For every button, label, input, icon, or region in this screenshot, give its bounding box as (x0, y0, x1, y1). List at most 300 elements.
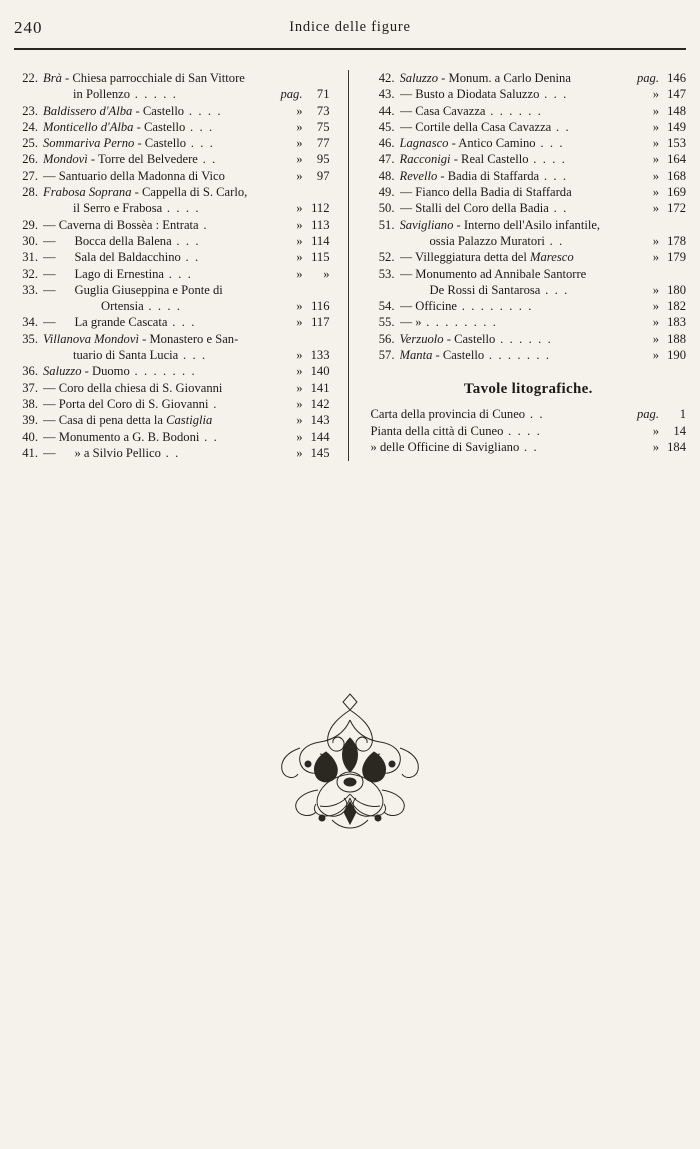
entry-text: De Rossi di Santarosa (429, 282, 541, 297)
entry-title (43, 429, 277, 445)
entry-title: Pianta della città di Cuneo . . . . (370, 423, 542, 438)
page-number-value: 145 (310, 445, 330, 460)
entry-text: - Real Castello (450, 152, 529, 167)
page-marker: » (652, 87, 659, 102)
entry-text: — Villeggiatura detta del (399, 250, 531, 265)
page-number-value: 179 (667, 250, 686, 265)
entry-title (400, 168, 634, 184)
page-number-value: 112 (311, 201, 330, 216)
page-marker: » (652, 299, 659, 314)
entry-text: - Duomo (81, 364, 130, 379)
entry-place-name: Saluzzo (43, 364, 82, 379)
index-entry (371, 86, 687, 102)
leader-dots: . . (180, 250, 200, 265)
page-number-value: 180 (667, 282, 686, 297)
entry-place-name: Racconigi (399, 152, 451, 167)
entry-text: — Caverna di Bossèa : Entrata (43, 217, 199, 232)
page-number-value: 178 (667, 233, 686, 248)
page-marker: » (652, 152, 659, 167)
entry-text: tuario di Santa Lucia (73, 348, 179, 363)
index-columns (14, 70, 686, 461)
index-entry (14, 135, 330, 151)
page-number-value: 75 (316, 119, 330, 134)
index-entry (371, 135, 687, 151)
entry-text: il Serro e Frabosa (73, 201, 163, 216)
entry-text: — Coro della chiesa di S. Giovanni (43, 380, 223, 395)
entry-title (43, 396, 277, 412)
entry-text: - Interno dell'Asilo infantile, (453, 217, 601, 232)
leader-dots: . . . . . . (495, 331, 553, 346)
index-entry (14, 119, 330, 135)
entry-place-name: Mondovì (43, 152, 88, 167)
entry-title (43, 103, 277, 119)
entry-number: 37. (22, 380, 38, 395)
entry-title (43, 266, 277, 282)
page-number-value: 141 (310, 380, 330, 395)
entry-title (43, 363, 277, 379)
page-marker: » (652, 282, 659, 297)
entry-text: — Cortile della Casa Cavazza (399, 119, 552, 134)
page-number-value: 142 (310, 396, 330, 411)
entry-text: — Sala del Baldacchino (43, 250, 181, 265)
index-entry (14, 429, 330, 445)
entry-number: 23. (22, 103, 38, 118)
index-entry (14, 249, 330, 265)
index-entry (14, 363, 330, 379)
entry-text: - Badia di Staffarda (437, 168, 540, 183)
entry-title (400, 331, 634, 347)
entry-place-name: Verzuolo (399, 331, 444, 346)
entry-title (43, 151, 277, 167)
leader-dots: . . . . . (130, 87, 178, 102)
entry-italic-suffix: Castiglia (166, 413, 213, 428)
index-entry (371, 103, 687, 119)
index-entry (14, 233, 330, 249)
leader-dots: . . (551, 119, 571, 134)
page-marker: » (652, 348, 659, 363)
page-marker: » (652, 103, 659, 118)
entry-place-name: Baldissero d'Alba (43, 103, 133, 118)
page-marker: » (652, 233, 659, 248)
page-marker: » (296, 413, 303, 428)
index-entry (371, 249, 687, 265)
entry-text: — Fianco della Badia di Staffarda (399, 185, 572, 200)
entry-text: — La grande Cascata (43, 315, 168, 330)
entry-title (43, 445, 277, 461)
entry-title: » delle Officine di Savigliano . . (370, 439, 539, 454)
page-marker: pag. (636, 71, 659, 85)
index-entry (14, 200, 330, 216)
leader-dots: . (198, 217, 209, 232)
page-marker: » (652, 185, 659, 200)
entry-place-name: Villanova Mondovì (43, 331, 139, 346)
index-entry (14, 396, 330, 412)
page-number-value: 172 (667, 201, 686, 216)
entry-number: 38. (22, 396, 38, 411)
left-column (14, 70, 340, 461)
page-number-value: 149 (667, 119, 686, 134)
entry-text: — Porta del Coro di S. Giovanni (43, 396, 209, 411)
entry-title (400, 200, 634, 216)
entry-place-name: Monticello d'Alba (43, 119, 134, 134)
entry-number: 40. (22, 429, 38, 444)
index-entry (371, 217, 687, 233)
index-entry (371, 200, 687, 216)
page-marker: » (296, 250, 303, 265)
entry-title (400, 347, 634, 363)
entry-number: 48. (378, 168, 395, 183)
entry-text: — » (399, 315, 422, 330)
entry-number: 53. (378, 266, 395, 281)
entry-number: 30. (22, 233, 38, 248)
leader-dots: . . . . (503, 423, 542, 438)
entry-place-name: Manta (399, 348, 433, 363)
index-entry (371, 298, 687, 314)
entry-text: - Antico Camino (448, 136, 536, 151)
index-entry (371, 119, 687, 135)
entry-number: 24. (22, 119, 38, 134)
page-number-value: 153 (667, 136, 686, 151)
page-number-value: 115 (311, 250, 330, 265)
page-number-value: 183 (667, 315, 686, 330)
entry-title (400, 217, 634, 233)
page-marker: » (652, 439, 659, 454)
index-entry (14, 184, 330, 200)
entry-number: 57. (378, 348, 395, 363)
page-number-value: 71 (316, 87, 330, 102)
entry-number: 32. (22, 266, 38, 281)
index-entry (371, 168, 687, 184)
entry-number: 54. (378, 299, 395, 314)
leader-dots: . . . (185, 119, 214, 134)
entry-number: 51. (378, 217, 395, 232)
leader-dots: . . . . (184, 103, 223, 118)
page-number-value: 182 (667, 299, 686, 314)
entry-number: 31. (22, 250, 38, 265)
leader-dots: . . (544, 233, 564, 248)
leader-dots: . . . (539, 168, 568, 183)
page-marker: » (296, 217, 303, 232)
page-marker: » (296, 266, 303, 281)
entry-title (43, 184, 277, 200)
page-marker: » (296, 380, 303, 395)
index-entry (371, 184, 687, 200)
page-number-value: 164 (667, 152, 686, 167)
entry-number: 55. (378, 315, 395, 330)
entry-number: 52. (378, 250, 395, 265)
entry-number: 43. (378, 87, 395, 102)
page-number-value: 133 (310, 348, 330, 363)
entry-text: — Stalli del Coro della Badia (399, 201, 549, 216)
index-entry (14, 282, 330, 298)
index-entry (14, 70, 330, 86)
page-marker: » (296, 429, 303, 444)
entry-number: 35. (22, 331, 38, 346)
entry-number: 41. (22, 445, 38, 460)
index-entry (14, 266, 330, 282)
entry-place-name: Brà (43, 71, 62, 85)
page-marker: » (296, 315, 303, 330)
entry-number: 25. (22, 136, 38, 151)
index-entry (371, 347, 687, 363)
entry-text: Ortensia (101, 299, 144, 314)
index-entry (371, 233, 687, 249)
page-number-value: 95 (316, 152, 330, 167)
page-number-value: 184 (667, 439, 686, 454)
entry-number: 46. (378, 136, 395, 151)
page-number-value: 117 (311, 315, 330, 330)
leader-dots: . . . (535, 136, 565, 151)
leader-dots: . . . (540, 282, 569, 297)
leader-dots: . . . . . . . (129, 364, 197, 379)
index-entry (371, 282, 687, 298)
page-marker: » (652, 331, 659, 346)
page-marker: pag. (280, 87, 303, 102)
leader-dots: . . (525, 407, 545, 422)
leader-dots: . . (548, 201, 568, 216)
page-number-value: » (323, 266, 330, 281)
entry-title (43, 380, 277, 396)
leader-dots: . . (519, 439, 539, 454)
page-number-value: 1 (679, 407, 686, 422)
index-entry (14, 347, 330, 363)
leader-dots: . . . (171, 233, 201, 248)
page-marker: » (296, 152, 303, 167)
index-entry (371, 151, 687, 167)
entry-text: - Cappella di S. Carlo, (131, 185, 248, 200)
entry-number: 36. (22, 364, 38, 379)
entry-number: 50. (378, 201, 395, 216)
page-number-value: 140 (310, 364, 330, 379)
entry-text: - Castello (132, 103, 185, 118)
entry-title (43, 331, 277, 347)
entry-text: - Castello (134, 136, 187, 151)
page-number-value: 116 (311, 299, 330, 314)
entry-number: 39. (22, 413, 38, 428)
entry-title (400, 135, 634, 151)
entry-text: - Monum. a Carlo Denina (438, 71, 571, 85)
index-entry (14, 151, 330, 167)
page-marker: » (296, 201, 303, 216)
entry-number: 29. (22, 217, 38, 232)
leader-dots: . . . (178, 348, 207, 363)
entry-title (43, 135, 277, 151)
leader-dots: . . . . (528, 152, 567, 167)
index-entry (371, 314, 687, 330)
page-marker: » (296, 348, 303, 363)
entry-text: - Monastero e San- (138, 331, 239, 346)
entry-title (43, 314, 277, 330)
right-column (348, 70, 687, 461)
entry-text: — Guglia Giuseppina e Ponte di (43, 282, 223, 297)
entry-title (43, 347, 277, 363)
entry-title (400, 266, 634, 282)
page-number-value: 14 (673, 423, 686, 438)
page-marker: » (296, 396, 303, 411)
entry-text: - Torre del Belvedere (87, 152, 198, 167)
subsection-title: Tavole litografiche. (463, 381, 593, 398)
entry-number: 27. (22, 168, 38, 183)
page-marker: » (296, 445, 303, 460)
entry-number: 44. (378, 103, 395, 118)
lithograph-entry-list (371, 406, 687, 455)
ornament-block (0, 690, 700, 840)
leader-dots: . . . (539, 87, 568, 102)
entry-place-name: Sommariva Perno (43, 136, 135, 151)
page-marker: » (296, 364, 303, 379)
page-number-value: 77 (316, 136, 330, 151)
index-entry (14, 168, 330, 184)
page-marker: » (652, 119, 659, 134)
index-entry (14, 331, 330, 347)
index-entry (14, 86, 330, 102)
leader-dots: . . . . . . . (484, 348, 551, 363)
entry-title (43, 412, 277, 428)
leader-dots: . . . . . . . . (456, 299, 533, 314)
index-entry (371, 266, 687, 282)
leader-dots: . . . . . . . . (421, 315, 498, 330)
entry-place-name: Lagnasco (399, 136, 449, 151)
entry-title (400, 70, 634, 86)
entry-title (400, 86, 634, 102)
entry-title (400, 119, 634, 135)
entry-title (43, 282, 277, 298)
entry-number: 22. (22, 71, 38, 85)
page-marker: » (296, 136, 303, 151)
entry-text: — Casa Cavazza (399, 103, 486, 118)
page-number-value: 73 (316, 103, 330, 118)
leader-dots: . . . . (162, 201, 201, 216)
page-marker: » (296, 233, 303, 248)
entry-place-name: Frabosa Soprana (43, 185, 132, 200)
page-number-value: 190 (667, 348, 686, 363)
entry-title (43, 119, 277, 135)
page-number-value: 146 (667, 71, 686, 85)
entry-italic-suffix: Maresco (530, 250, 574, 265)
page-number-value: 144 (310, 429, 330, 444)
page-number-value: 97 (316, 168, 330, 183)
entry-title: Carta della provincia di Cuneo . . (370, 407, 545, 422)
index-entry (14, 445, 330, 461)
page-number-value: 114 (311, 233, 330, 248)
lithograph-entry (371, 439, 687, 455)
entry-title (43, 70, 277, 86)
entry-text: ossia Palazzo Muratori (429, 233, 545, 248)
entry-title (400, 233, 634, 249)
entry-text: — Officine (399, 299, 457, 314)
page-number-value: 143 (310, 413, 330, 428)
entry-text: — Santuario della Madonna di Vico (43, 168, 225, 183)
right-entry-list (371, 70, 687, 363)
entry-text: — Monumento a G. B. Bodoni (43, 429, 200, 444)
entry-text: in Pollenzo (73, 87, 131, 102)
leader-dots: . (208, 396, 218, 411)
entry-number: 49. (378, 185, 395, 200)
entry-number: 33. (22, 282, 38, 297)
index-entry (14, 103, 330, 119)
page-marker: » (652, 423, 659, 438)
index-entry (14, 298, 330, 314)
entry-place-name: Saluzzo (399, 71, 438, 85)
entry-text: — Bocca della Balena (43, 233, 172, 248)
entry-number: 28. (22, 185, 38, 200)
page-marker: » (296, 168, 303, 183)
page-number-value: 147 (667, 87, 686, 102)
entry-title (43, 217, 277, 233)
page-marker: » (296, 103, 303, 118)
page-marker: » (296, 299, 303, 314)
entry-number: 56. (378, 331, 395, 346)
leader-dots: . . . (167, 315, 196, 330)
lithograph-entry (371, 423, 687, 439)
page-number-value: 168 (667, 168, 686, 183)
entry-title (400, 103, 634, 119)
entry-number: 47. (378, 152, 395, 167)
page-marker: pag. (636, 407, 659, 422)
page-marker: » (652, 201, 659, 216)
running-title: Indice delle figure (289, 19, 411, 35)
leader-dots: . . . (186, 136, 215, 151)
entry-title (43, 298, 277, 314)
printers-ornament-icon (260, 690, 440, 840)
leader-dots: . . (160, 445, 180, 460)
page-number-value: 169 (667, 185, 686, 200)
entry-title (400, 282, 634, 298)
entry-text: - Chiesa parrocchiale di San Vittore (61, 71, 245, 85)
index-entry (14, 380, 330, 396)
entry-title (43, 168, 277, 184)
entry-title (400, 184, 634, 200)
entry-title (43, 86, 277, 102)
page-marker: » (296, 119, 303, 134)
entry-number: 34. (22, 315, 38, 330)
entry-number: 42. (378, 71, 395, 85)
leader-dots: . . (199, 429, 219, 444)
entry-text: — Monumento ad Annibale Santorre (399, 266, 587, 281)
entry-text: — Busto a Diodata Saluzzo (399, 87, 540, 102)
leader-dots: . . (197, 152, 217, 167)
entry-text: - Castello (443, 331, 496, 346)
lithograph-entry (371, 406, 687, 422)
index-entry (14, 412, 330, 428)
entry-title (400, 298, 634, 314)
page-number-value: 148 (667, 103, 686, 118)
page-marker: » (652, 168, 659, 183)
entry-text: — Lago di Ernestina (43, 266, 165, 281)
entry-place-name: Revello (399, 168, 438, 183)
index-entry (371, 70, 687, 86)
entry-number: 26. (22, 152, 38, 167)
entry-text: - Castello (133, 119, 186, 134)
entry-title (400, 151, 634, 167)
index-entry (14, 217, 330, 233)
entry-text: — Casa di pena detta la (43, 413, 167, 428)
page-marker: » (652, 315, 659, 330)
page-header (14, 18, 686, 40)
entry-text: — » a Silvio Pellico (43, 445, 161, 460)
page-marker: » (652, 250, 659, 265)
leader-dots: . . . (164, 266, 193, 281)
entry-title (43, 249, 277, 265)
page-marker: » (652, 136, 659, 151)
entry-place-name: Savigliano (399, 217, 454, 232)
entry-title (400, 314, 634, 330)
left-entry-list (14, 70, 330, 461)
header-rule (14, 48, 686, 50)
page-number-value: 113 (311, 217, 330, 232)
entry-title (400, 249, 634, 265)
entry-title (43, 200, 277, 216)
